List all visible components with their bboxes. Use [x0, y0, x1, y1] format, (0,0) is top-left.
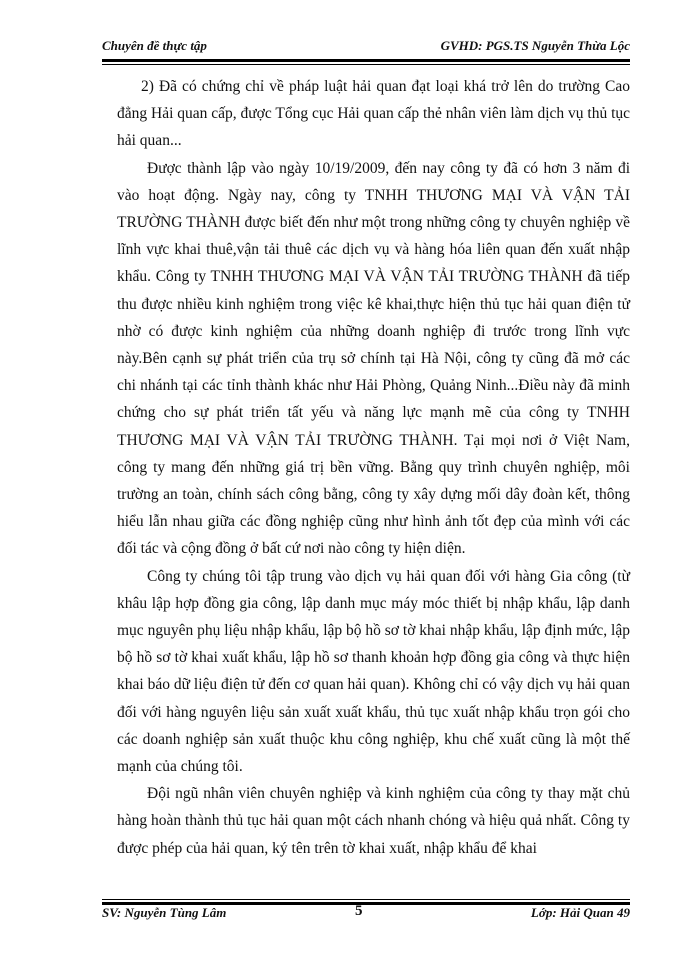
paragraph-4: Đội ngũ nhân viên chuyên nghiệp và kinh nghiệm của công ty thay mặt chủ hàng hoàn thành thủ tục hải quan một cách nhanh chóng và hiệu quả nhất. Công ty được phép của hải quan, ký tên trên tờ khai xuất, nhập khẩu để khai	[117, 785, 630, 857]
header-title: Chuyên đề thực tập	[102, 38, 207, 53]
header-advisor: GVHD: PGS.TS Nguyễn Thừa Lộc	[440, 38, 630, 53]
page-header	[102, 38, 630, 56]
footer-rule-thin	[102, 899, 630, 900]
page-footer	[102, 905, 630, 923]
paragraph-2: Được thành lập vào ngày 10/19/2009, đến nay công ty đã có hơn 3 năm đi vào hoạt động. Ngày nay, công ty TNHH THƯƠNG MẠI VÀ VẬN TẢI TRƯỜNG THÀNH được biết đến như một trong những công ty chuyên nghiệp về lĩnh vực khai thuê,vận tải thuê các dịch vụ và hàng hóa liên quan đến xuất nhập khẩu. Công ty TNHH THƯƠNG MẠI VÀ VẬN TẢI TRƯỜNG THÀNH đã tiếp thu được nhiều kinh nghiệm trong việc kê khai,thực hiện thủ tục hải quan điện tử nhờ có được kinh nghiệm của những doanh nghiệp đi trước trong lĩnh vực này.Bên cạnh sự phát triển của trụ sở chính tại Hà Nội, công ty cũng đã mở các chi nhánh tại các tỉnh thành khác như Hải Phòng, Quảng Ninh...Điều này đã minh chứng cho sự phát triển tất yếu và năng lực mạnh mẽ của công ty TNHH THƯƠNG MẠI VÀ VẬN TẢI TRƯỜNG THÀNH. Tại mọi nơi ở Việt Nam, công ty mang đến những giá trị bền vững. Bằng quy trình chuyên nghiệp, môi trường an toàn, chính sách công bằng, công ty xây dựng mối dây đoàn kết, thông hiểu lẫn nhau giữa các đồng nghiệp cũng như hình ảnh tốt đẹp của mình với các đối tác và cộng đồng ở bất cứ nơi nào công ty hiện diện.	[117, 159, 630, 558]
footer-class: Lớp: Hải Quan 49	[530, 905, 630, 920]
header-rule-thin	[102, 64, 630, 65]
page-number: 5	[355, 903, 363, 919]
header-rule-thick	[102, 59, 630, 62]
paragraph-3: Công ty chúng tôi tập trung vào dịch vụ hải quan đối với hàng Gia công (từ khâu lập hợp đồng gia công, lập danh mục máy móc thiết bị nhập khẩu, lập danh mục nguyên phụ liệu nhập khẩu, lập bộ hồ sơ tờ khai nhập khẩu, lập định mức, lập bộ hồ sơ tờ khai xuất khẩu, lập hồ sơ thanh khoản hợp đồng gia công và thực hiện khai báo dữ liệu điện tử đến cơ quan hải quan). Không chỉ có vậy dịch vụ hải quan đối với hàng nguyên liệu sản xuất xuất khẩu, thủ tục xuất nhập khẩu trọn gói cho các doanh nghiệp sản xuất thuộc khu công nghiệp, khu chế xuất cũng là một thế mạnh của chúng tôi.	[117, 567, 630, 776]
footer-student: SV: Nguyễn Tùng Lâm	[102, 905, 227, 920]
paragraph-1: 2) Đã có chứng chỉ về pháp luật hải quan đạt loại khá trở lên do trường Cao đẳng Hải quan cấp, được Tổng cục Hải quan cấp thẻ nhân viên làm dịch vụ thủ tục hải quan...	[117, 78, 631, 150]
body-text	[117, 73, 630, 862]
